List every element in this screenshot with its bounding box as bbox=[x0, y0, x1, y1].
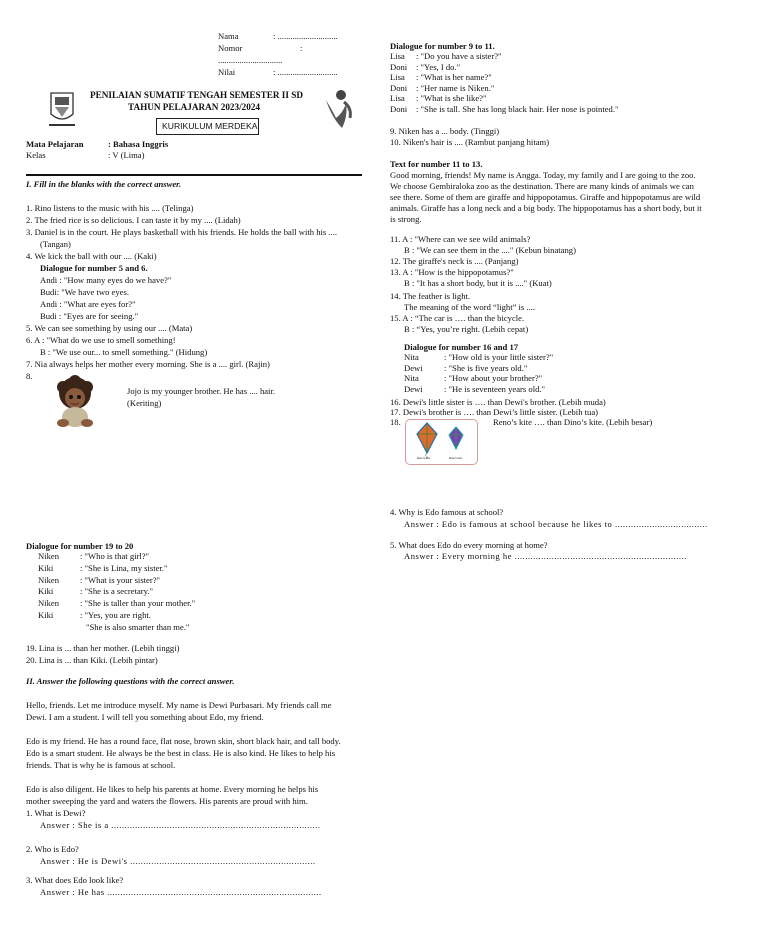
header-divider bbox=[26, 174, 362, 176]
essay-question-5: 5. What does Edo do every morning at home? bbox=[390, 540, 548, 550]
question-7: 7. Nia always helps her mother every morning. She is a .... girl. (Rajin) bbox=[26, 359, 270, 369]
dialogue-speaker: Niken bbox=[38, 598, 60, 609]
subject-label: Mata Pelajaran bbox=[26, 139, 84, 149]
class-label: Kelas bbox=[26, 150, 46, 160]
reading-text-line: is strong. bbox=[390, 214, 422, 224]
reading-text-line: Edo is also diligent. He likes to help his parents at home. Every morning he helps his bbox=[26, 784, 319, 794]
reading-text-line: Dewi. I am a student. I will tell you something about Edo, my friend. bbox=[26, 712, 264, 722]
reading-text-line: Edo is a smart student. He always be the best in class. He is also kind. He likes to help his bbox=[26, 748, 336, 758]
question-12: 12. The giraffe's neck is .... (Panjang) bbox=[390, 256, 519, 266]
kite-1-caption: Reno's kite bbox=[417, 456, 431, 460]
essay-answer-1: Answer : She is a ............................................................................... bbox=[40, 820, 321, 830]
question-14: 14. The feather is light. bbox=[390, 291, 471, 301]
nama-value: : ............................ bbox=[273, 31, 338, 41]
dialogue-line: : "What is your sister?" bbox=[80, 574, 161, 585]
dialogue-speaker: Nita bbox=[404, 352, 419, 362]
nilai-value: : ............................ bbox=[273, 67, 338, 77]
essay-answer-3: Answer : He has ................................................................................. bbox=[40, 887, 322, 897]
question-19: 19. Lina is ... than her mother. (Lebih tinggi) bbox=[26, 643, 180, 653]
question-9: 9. Niken has a ... body. (Tinggi) bbox=[390, 126, 500, 136]
reading-text-line: We choose Gembiraloka zoo as the destination. There are many kinds of animals we can bbox=[390, 181, 694, 191]
dialogue-speaker: Niken bbox=[38, 551, 60, 561]
essay-answer-4: Answer : Edo is famous at school because he likes to ................................... bbox=[404, 519, 708, 529]
reading-text-line: Edo is my friend. He has a round face, flat nose, brown skin, short black hair, and tall body. bbox=[26, 736, 341, 746]
reading-text-line: see there. Some of them are giraffe and hippopotamus. Giraffe and hippopotamus are wild bbox=[390, 192, 701, 202]
kite-2-caption: Dino's kite bbox=[449, 456, 462, 460]
nomor-dots: .............................. bbox=[218, 55, 283, 65]
dialogue-speaker: Dewi bbox=[404, 362, 423, 373]
dialogue-line: : "What is she like?" bbox=[416, 93, 487, 104]
dialogue-19-20-title: Dialogue for number 19 to 20 bbox=[26, 541, 134, 551]
dialogue-line: Andi : "What are eyes for?" bbox=[40, 299, 136, 309]
dialogue-9-11-title: Dialogue for number 9 to 11. bbox=[390, 41, 495, 51]
exam-title: PENILAIAN SUMATIF TENGAH SEMESTER II SD bbox=[90, 90, 303, 100]
question-6: 6. A : "What do we use to smell something! bbox=[26, 335, 176, 345]
dialogue-speaker: Doni bbox=[390, 61, 408, 72]
section2-heading: II. Answer the following questions with the correct answer. bbox=[26, 676, 235, 686]
dialogue-line: : "She is Lina, my sister." bbox=[80, 562, 168, 573]
question-11-b: B : "We can see them in the ...." (Kebun binatang) bbox=[404, 245, 576, 255]
dialogue-line: : "Her name is Niken." bbox=[416, 82, 495, 93]
question-5: 5. We can see something by using our .... (Mata) bbox=[26, 323, 193, 333]
dialogue-line: "She is also smarter than me." bbox=[86, 622, 190, 632]
question-4: 4. We kick the ball with our .... (Kaki) bbox=[26, 251, 157, 261]
question-17: 17. Dewi's brother is …. than Dewi’s little sister. (Lebih tua) bbox=[390, 407, 598, 417]
question-13-b: B : "It has a short body, but it is ...." (Kuat) bbox=[404, 278, 552, 288]
question-14-b: The meaning of the word “light” is .... bbox=[404, 302, 536, 312]
question-8: Jojo is my younger brother. He has .... hair. bbox=[127, 386, 275, 396]
dialogue-line: : "She is five years old." bbox=[444, 362, 528, 373]
question-8-number: 8. bbox=[26, 371, 33, 381]
reading-text-line: friends. That is why he is famous at school. bbox=[26, 760, 176, 770]
dialogue-line: Andi : "How many eyes do we have?" bbox=[40, 275, 172, 285]
question-11: 11. A : "Where can we see wild animals? bbox=[390, 234, 531, 244]
reading-text-line: animals. Giraffe has a long neck and a big body. The hippopotamus has a short body, but it bbox=[390, 203, 702, 213]
kites-picture bbox=[405, 419, 478, 465]
dialogue-16-17-title: Dialogue for number 16 and 17 bbox=[404, 342, 519, 352]
question-15-b: B : “Yes, you’re right. (Lebih cepat) bbox=[404, 324, 529, 334]
question-10: 10. Niken's hair is .... (Rambut panjang hitam) bbox=[390, 137, 550, 147]
essay-answer-2: Answer : He is Dewi's ...................................................................... bbox=[40, 856, 316, 866]
question-20: 20. Lina is ... than Kiki. (Lebih pintar) bbox=[26, 655, 158, 665]
curriculum-label: KURIKULUM MERDEKA bbox=[162, 121, 258, 131]
question-6-b: B : "We use our... to smell something." (Hidung) bbox=[40, 347, 208, 357]
section1-heading: I. Fill in the blanks with the correct answer. bbox=[26, 179, 182, 189]
dialogue-line: : "What is her name?" bbox=[416, 72, 492, 83]
exam-year: TAHUN PELAJARAN 2023/2024 bbox=[128, 102, 261, 112]
nama-label: Nama bbox=[218, 31, 239, 41]
dialogue-speaker: Kiki bbox=[38, 562, 54, 573]
school-logo-icon bbox=[322, 88, 354, 130]
nilai-label: Nilai bbox=[218, 67, 236, 77]
question-16: 16. Dewi's little sister is …. than Dewi's brother. (Lebih muda) bbox=[390, 397, 606, 407]
question-8-answer-hint: (Keriting) bbox=[127, 398, 162, 408]
dialogue-line: Budi: "We have two eyes. bbox=[40, 287, 129, 297]
question-2: 2. The fried rice is so delicious. I can taste it by my .... (Lidah) bbox=[26, 215, 241, 225]
dialogue-line: : "Do you have a sister?" bbox=[416, 51, 502, 61]
dialogue-speaker: Niken bbox=[38, 574, 60, 585]
dialogue-speaker: Kiki bbox=[38, 610, 54, 620]
class-value: : V (Lima) bbox=[108, 150, 145, 160]
curly-hair-boy-icon bbox=[46, 375, 104, 429]
question-3-answer-hint: (Tangan) bbox=[40, 239, 71, 249]
reading-text-line: Hello, friends. Let me introduce myself. My name is Dewi Purbasari. My friends call me bbox=[26, 700, 332, 710]
essay-question-2: 2. Who is Edo? bbox=[26, 844, 79, 854]
dialogue-speaker: Lisa bbox=[390, 93, 405, 104]
dialogue-speaker: Lisa bbox=[390, 72, 405, 83]
essay-answer-5: Answer : Every morning he ................................................................. bbox=[404, 551, 687, 561]
dialogue-speaker: Dewi bbox=[404, 383, 423, 394]
question-18-number: 18. bbox=[390, 417, 401, 427]
essay-question-1: 1. What is Dewi? bbox=[26, 808, 86, 818]
dialogue-line: Budi : "Eyes are for seeing." bbox=[40, 311, 139, 321]
dialogue-line: : "She is tall. She has long black hair. Her nose is pointed." bbox=[416, 104, 619, 114]
reading-text-line: mother sweeping the yard and waters the flowers. His parents are proud with him. bbox=[26, 796, 308, 806]
subject-value: : Bahasa Inggris bbox=[108, 139, 169, 149]
dialogue-line: : "She is taller than your mother." bbox=[80, 598, 196, 609]
dialogue-line: : "He is seventeen years old." bbox=[444, 383, 546, 394]
reading-text-line: Good morning, friends! My name is Angga. Today, my family and I are going to the zoo. bbox=[390, 170, 696, 180]
question-15: 15. A : “The car is …. than the bicycle. bbox=[390, 313, 525, 323]
dialogue-line: : "How old is your little sister?" bbox=[444, 352, 554, 362]
question-3: 3. Daniel is in the court. He plays basketball with his friends. He holds the ball with his .... bbox=[26, 227, 337, 237]
dialogue-line: : "Yes, you are right. bbox=[80, 610, 151, 620]
text-11-13-title: Text for number 11 to 13. bbox=[390, 159, 483, 169]
dialogue-speaker: Lisa bbox=[390, 51, 405, 61]
question-18: Reno’s kite …. than Dino’s kite. (Lebih besar) bbox=[493, 417, 653, 427]
dialogue-5-6-title: Dialogue for number 5 and 6. bbox=[40, 263, 148, 273]
dialogue-speaker: Doni bbox=[390, 82, 408, 93]
dialogue-line: : "How about your brother?" bbox=[444, 373, 543, 384]
nomor-value: : bbox=[300, 43, 303, 53]
essay-question-3: 3. What does Edo look like? bbox=[26, 875, 124, 885]
dialogue-line: : "Yes, I do." bbox=[416, 61, 461, 72]
essay-question-4: 4. Why is Edo famous at school? bbox=[390, 507, 504, 517]
question-13: 13. A : "How is the hippopotamus?" bbox=[390, 267, 514, 277]
dialogue-line: : "She is a secretary." bbox=[80, 586, 154, 597]
question-1: 1. Rino listens to the music with his .... (Telinga) bbox=[26, 203, 194, 213]
dialogue-speaker: Doni bbox=[390, 104, 408, 114]
regional-emblem-icon bbox=[48, 90, 76, 130]
dialogue-speaker: Kiki bbox=[38, 586, 54, 597]
dialogue-speaker: Nita bbox=[404, 373, 419, 384]
nomor-label: Nomor bbox=[218, 43, 243, 53]
dialogue-line: : "Who is that girl?" bbox=[80, 551, 150, 561]
